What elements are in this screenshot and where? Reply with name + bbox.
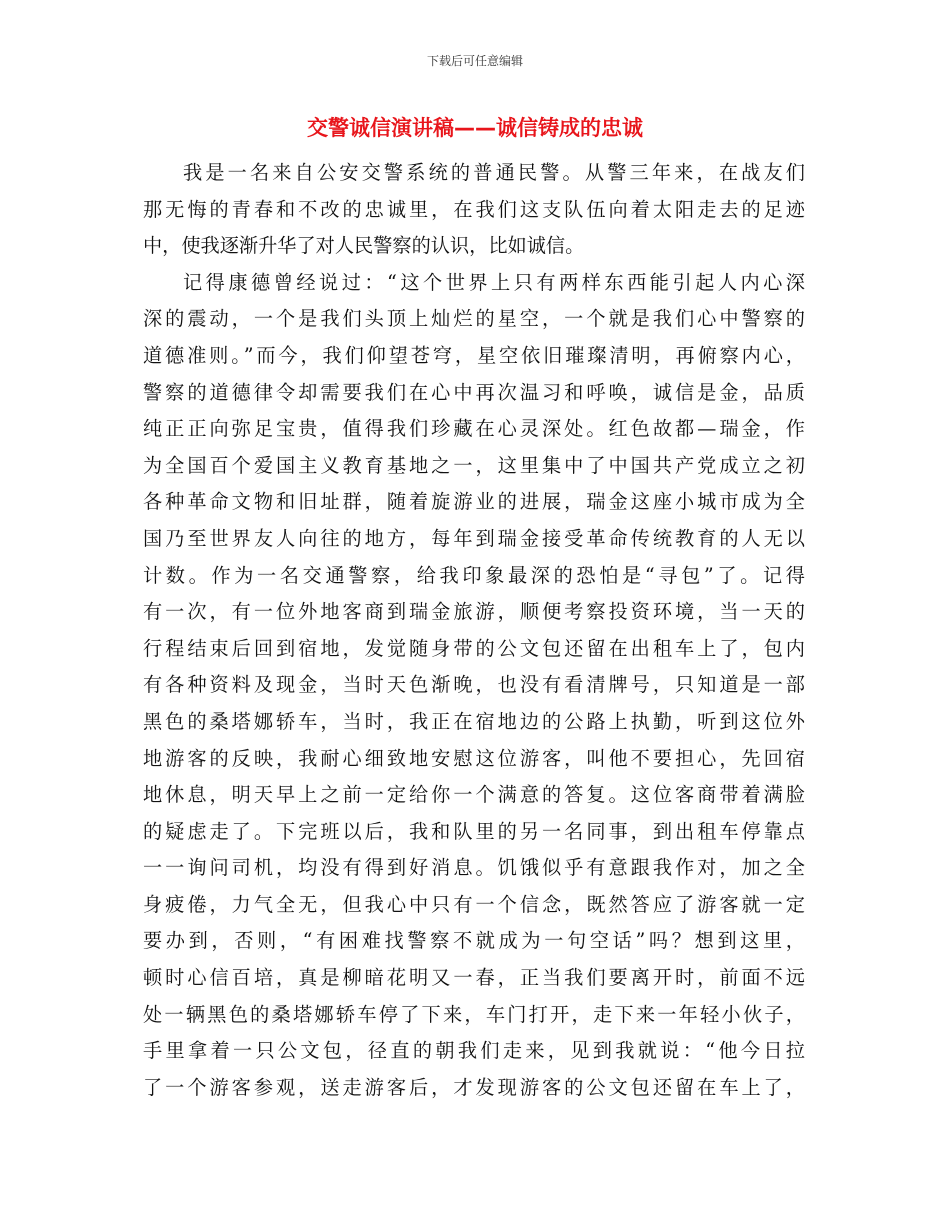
text-line: 为全国百个爱国主义教育基地之一，这里集中了中国共产党成立之初 <box>143 453 805 477</box>
header-note: 下载后可任意编辑 <box>426 54 523 68</box>
text-line: 有各种资料及现金，当时天色渐晚，也没有看清牌号，只知道是一部 <box>143 673 805 697</box>
text-line: 顿时心信百培，真是柳暗花明又一春，正当我们要离开时，前面不远 <box>143 966 805 990</box>
text-line: 黑色的桑塔娜轿车，当时，我正在宿地边的公路上执勤，听到这位外 <box>143 709 805 733</box>
text-line: 深的震动，一个是我们头顶上灿烂的星空，一个就是我们心中警察的 <box>143 307 805 331</box>
text-line: 那无悔的青春和不改的忠诚里，在我们这支队伍向着太阳走去的足迹 <box>143 197 805 221</box>
text-line: 手里拿着一只公文包，径直的朝我们走来，见到我就说：“他今日拉 <box>143 1039 805 1063</box>
text-line: 我是一名来自公安交警系统的普通民警。从警三年来，在战友们 <box>183 161 805 184</box>
text-line: 记得康德曾经说过：“这个世界上只有两样东西能引起人内心深 <box>183 270 805 294</box>
text-line: 身疲倦，力气全无，但我心中只有一个信念，既然答应了游客就一定 <box>143 892 805 916</box>
text-line: 了一个游客参观，送走游客后，才发现游客的公文包还留在车上了， <box>143 1075 805 1099</box>
text-line: 纯正正向弥足宝贵，值得我们珍藏在心灵深处。红色故都—瑞金，作 <box>143 417 805 441</box>
document-title: 交警诚信演讲稿——诚信铸成的忠诚 <box>307 116 643 140</box>
text-line: 一一询问司机，均没有得到好消息。饥饿似乎有意跟我作对，加之全 <box>143 856 805 880</box>
text-line: 道德准则。”而今，我们仰望苍穹，星空依旧璀璨清明，再俯察内心， <box>143 343 805 367</box>
text-line: 计数。作为一名交通警察，给我印象最深的恐怕是“寻包”了。记得 <box>143 563 805 587</box>
text-line: 地游客的反映，我耐心细致地安慰这位游客，叫他不要担心，先回宿 <box>143 746 805 770</box>
text-line: 要办到，否则，“有困难找警察不就成为一句空话”吗？想到这里， <box>143 929 805 953</box>
text-line: 有一次，有一位外地客商到瑞金旅游，顺便考察投资环境，当一天的 <box>143 600 805 624</box>
text-line: 处一辆黑色的桑塔娜轿车停了下来，车门打开，走下来一年轻小伙子， <box>143 1002 805 1026</box>
text-line: 国乃至世界友人向往的地方，每年到瑞金接受革命传统教育的人无以 <box>143 526 805 550</box>
text-line: 中，使我逐渐升华了对人民警察的认识，比如诚信。 <box>143 234 585 258</box>
text-line: 地休息，明天早上之前一定给你一个满意的答复。这位客商带着满脸 <box>143 783 805 807</box>
text-line: 警察的道德律令却需要我们在心中再次温习和呼唤，诚信是金，品质 <box>143 380 805 404</box>
text-line: 行程结束后回到宿地，发觉随身带的公文包还留在出租车上了，包内 <box>143 636 805 660</box>
text-line: 的疑虑走了。下完班以后，我和队里的另一名同事，到出租车停靠点 <box>143 819 805 843</box>
text-line: 各种革命文物和旧址群，随着旋游业的进展，瑞金这座小城市成为全 <box>143 490 805 514</box>
document-body <box>143 155 805 1106</box>
